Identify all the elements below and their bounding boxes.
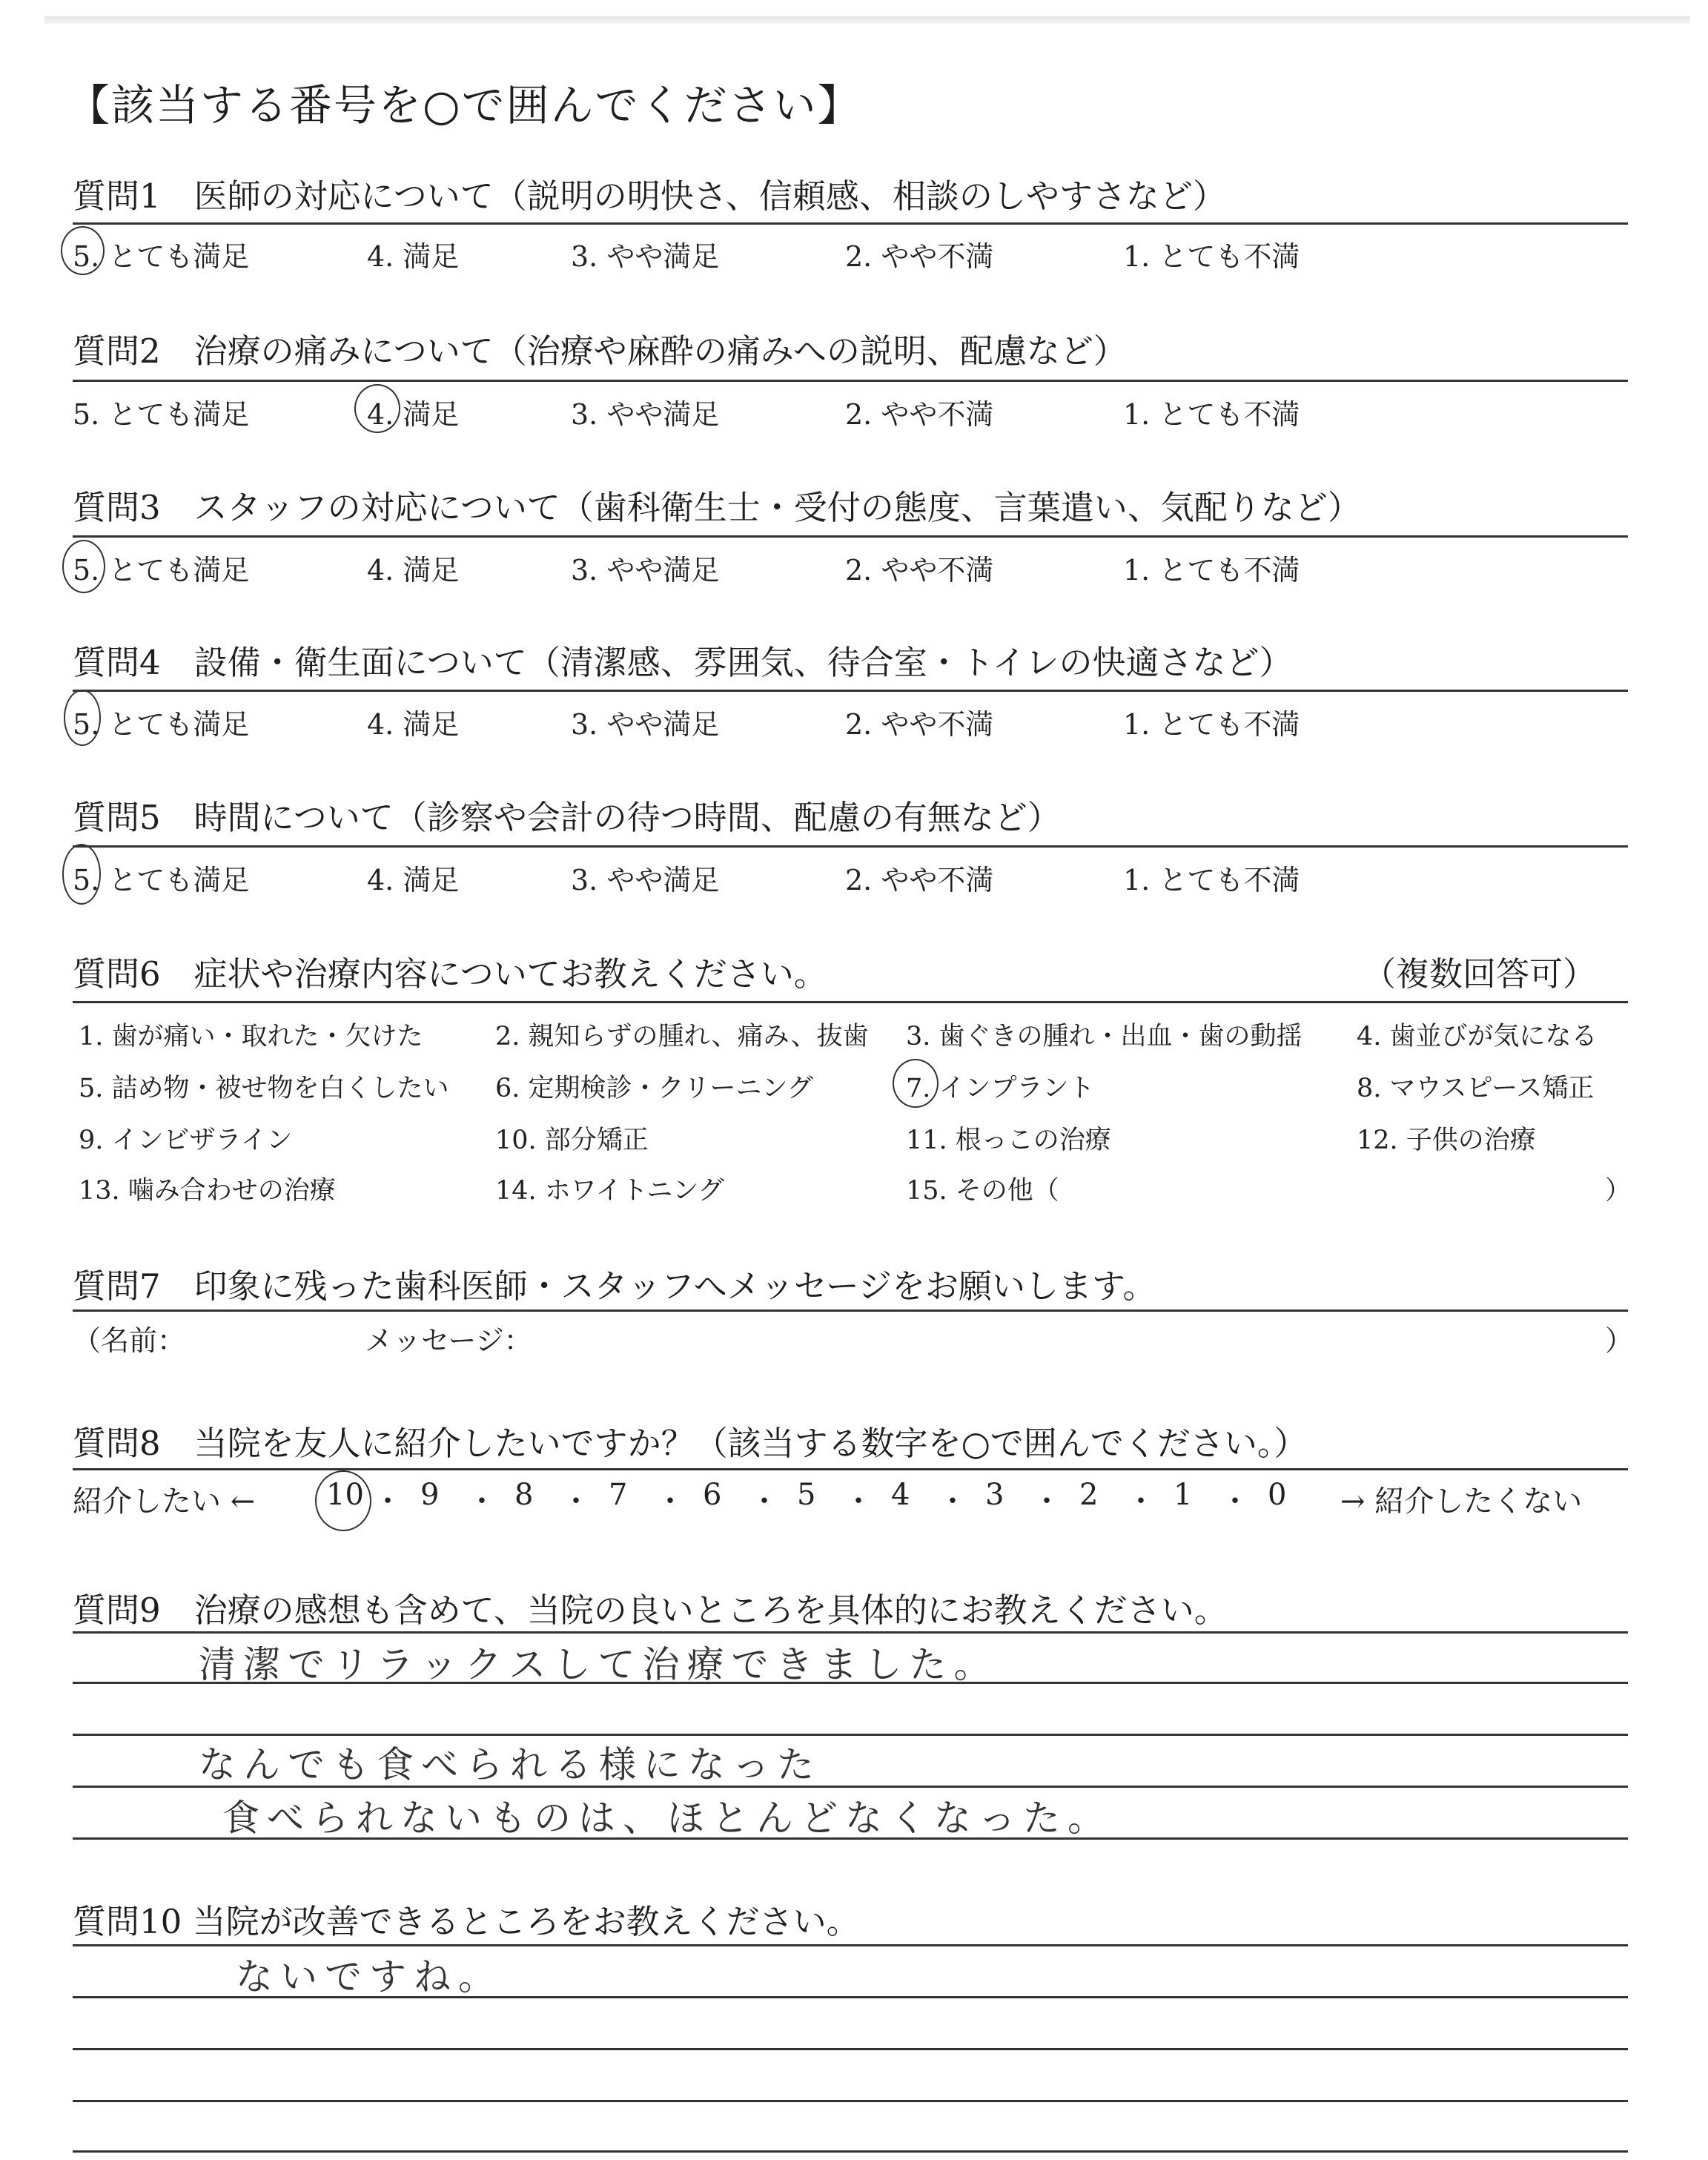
q4-option-2[interactable]: 2. やや不満 xyxy=(845,708,994,741)
q10-line-3 xyxy=(73,2048,1628,2050)
q3-selection-circle xyxy=(62,540,105,593)
question-10-title: 質問10 当院が改善できるところをお教えください。 xyxy=(73,1902,860,1941)
q9-line-1 xyxy=(73,1631,1628,1634)
question-4-rule xyxy=(73,690,1628,692)
q4-selection-circle xyxy=(64,690,101,746)
q8-scale-9[interactable]: 9 xyxy=(420,1478,440,1512)
q1-option-1[interactable]: 1. とても不満 xyxy=(1123,240,1300,273)
q3-option-1[interactable]: 1. とても不満 xyxy=(1123,554,1300,587)
q2-selection-circle xyxy=(354,384,400,433)
q1-option-2[interactable]: 2. やや不満 xyxy=(845,240,994,273)
q8-scale-separator: ・ xyxy=(1032,1484,1062,1519)
q6-item-8[interactable]: 8. マウスピース矯正 xyxy=(1357,1074,1595,1103)
question-9-title: 質問9 治療の感想も含めて、当院の良いところを具体的にお教えください。 xyxy=(73,1591,1228,1630)
q4-option-4[interactable]: 4. 満足 xyxy=(367,708,460,741)
q1-option-4[interactable]: 4. 満足 xyxy=(367,240,460,273)
q5-option-3[interactable]: 3. やや満足 xyxy=(571,864,720,896)
q6-item-10[interactable]: 10. 部分矯正 xyxy=(495,1126,649,1155)
q6-item-2[interactable]: 2. 親知らずの腫れ、痛み、抜歯 xyxy=(495,1022,869,1051)
question-1-title: 質問1 医師の対応について（説明の明快さ、信頼感、相談のしやすさなど） xyxy=(73,176,1226,216)
q8-scale-3[interactable]: 3 xyxy=(985,1478,1004,1512)
q8-scale-10[interactable]: 10 xyxy=(326,1478,364,1512)
q8-scale-4[interactable]: 4 xyxy=(891,1478,910,1512)
q3-option-4[interactable]: 4. 満足 xyxy=(367,554,460,587)
q5-option-5[interactable]: 5. とても満足 xyxy=(73,864,250,896)
q1-selection-circle xyxy=(61,226,105,275)
q6-item-13[interactable]: 13. 噛み合わせの治療 xyxy=(79,1176,336,1206)
q6-item-11[interactable]: 11. 根っこの治療 xyxy=(906,1126,1111,1155)
q5-selection-circle xyxy=(62,844,101,905)
q2-option-5[interactable]: 5. とても満足 xyxy=(73,398,250,431)
question-3-rule xyxy=(73,535,1628,538)
q2-option-2[interactable]: 2. やや不満 xyxy=(845,398,994,431)
q8-selection-circle xyxy=(315,1470,371,1531)
q10-line-5 xyxy=(73,2150,1628,2153)
q6-item-14[interactable]: 14. ホワイトニング xyxy=(495,1176,724,1206)
question-3-title: 質問3 スタッフの対応について（歯科衛生士・受付の態度、言葉遣い、気配りなど） xyxy=(73,488,1361,527)
q6-item-9[interactable]: 9. インビザライン xyxy=(79,1126,293,1155)
q5-option-2[interactable]: 2. やや不満 xyxy=(845,864,994,896)
q8-scale-separator: ・ xyxy=(655,1484,685,1519)
q8-scale-separator: ・ xyxy=(1126,1484,1156,1519)
q6-item-3[interactable]: 3. 歯ぐきの腫れ・出血・歯の動揺 xyxy=(906,1022,1302,1051)
q8-scale-separator: ・ xyxy=(1220,1484,1250,1519)
q8-scale-separator: ・ xyxy=(373,1484,403,1519)
question-1-rule xyxy=(73,222,1628,225)
q6-item-4[interactable]: 4. 歯並びが気になる xyxy=(1357,1022,1598,1051)
q4-option-5[interactable]: 5. とても満足 xyxy=(73,708,250,741)
q5-option-4[interactable]: 4. 満足 xyxy=(367,864,460,896)
q6-item-5[interactable]: 5. 詰め物・被せ物を白くしたい xyxy=(79,1074,449,1103)
q8-scale-8[interactable]: 8 xyxy=(514,1478,534,1512)
q10-line-1 xyxy=(73,1944,1628,1946)
question-7-rule xyxy=(73,1309,1628,1312)
question-5-rule xyxy=(73,845,1628,848)
q4-option-3[interactable]: 3. やや満足 xyxy=(571,708,720,741)
question-8-title: 質問8 当院を友人に紹介したいですか？（該当する数字を○で囲んでください。） xyxy=(73,1424,1308,1463)
q6-item-12[interactable]: 12. 子供の治療 xyxy=(1357,1126,1536,1155)
q6-selection-circle xyxy=(893,1059,939,1108)
q8-scale-0[interactable]: 0 xyxy=(1268,1478,1287,1512)
question-2-title: 質問2 治療の痛みについて（治療や麻酔の痛みへの説明、配慮など） xyxy=(73,331,1127,371)
q3-option-5[interactable]: 5. とても満足 xyxy=(73,554,250,587)
q7-name-label: （名前： xyxy=(73,1324,186,1357)
q8-scale-1[interactable]: 1 xyxy=(1174,1478,1193,1512)
q2-option-4[interactable]: 4. 満足 xyxy=(367,398,460,431)
q3-option-3[interactable]: 3. やや満足 xyxy=(571,554,720,587)
q8-scale-separator: ・ xyxy=(467,1484,497,1519)
q10-line-4 xyxy=(73,2100,1628,2102)
question-7-title: 質問7 印象に残った歯科医師・スタッフへメッセージをお願いします。 xyxy=(73,1266,1156,1306)
question-5-title: 質問5 時間について（診察や会計の待つ時間、配慮の有無など） xyxy=(73,798,1061,837)
question-4-title: 質問4 設備・衛生面について（清潔感、雰囲気、待合室・トイレの快適さなど） xyxy=(73,643,1293,682)
q7-message-label: メッセージ： xyxy=(365,1324,532,1357)
q1-option-5[interactable]: 5. とても満足 xyxy=(73,240,250,273)
q6-item-6[interactable]: 6. 定期検診・クリーニング xyxy=(495,1074,813,1103)
q8-scale-separator: ・ xyxy=(938,1484,967,1519)
question-6-rule xyxy=(73,1001,1628,1003)
q4-option-1[interactable]: 1. とても不満 xyxy=(1123,708,1300,741)
q8-scale-5[interactable]: 5 xyxy=(797,1478,816,1512)
q1-option-3[interactable]: 3. やや満足 xyxy=(571,240,720,273)
q7-close-paren: ） xyxy=(1605,1324,1634,1357)
q8-left-label: 紹介したい ← xyxy=(73,1484,256,1519)
q6-item-1[interactable]: 1. 歯が痛い・取れた・欠けた xyxy=(79,1022,423,1051)
q8-scale-separator: ・ xyxy=(749,1484,779,1519)
question-6-note: （複数回答可） xyxy=(1363,954,1597,994)
q2-option-1[interactable]: 1. とても不満 xyxy=(1123,398,1300,431)
q8-scale-6[interactable]: 6 xyxy=(703,1478,722,1512)
q8-right-label: → 紹介したくない xyxy=(1340,1484,1583,1519)
question-2-rule xyxy=(73,380,1628,382)
q6-item-15[interactable]: 15. その他（ xyxy=(906,1176,1059,1206)
q6-other-close-paren: ） xyxy=(1605,1176,1632,1206)
scan-top-edge xyxy=(44,16,1690,24)
q10-handwritten-answer-1: ないですね。 xyxy=(236,1955,503,1998)
page-heading: 【該当する番号を○で囲んでください】 xyxy=(67,80,862,131)
q3-option-2[interactable]: 2. やや不満 xyxy=(845,554,994,587)
question-8-rule xyxy=(73,1468,1628,1470)
q8-scale-2[interactable]: 2 xyxy=(1079,1478,1099,1512)
question-6-title: 質問6 症状や治療内容についてお教えください。 xyxy=(73,954,827,994)
q8-scale-separator: ・ xyxy=(561,1484,591,1519)
q5-option-1[interactable]: 1. とても不満 xyxy=(1123,864,1300,896)
q8-scale-7[interactable]: 7 xyxy=(609,1478,628,1512)
q6-item-7[interactable]: 7. インプラント xyxy=(906,1074,1095,1103)
q8-scale-separator: ・ xyxy=(844,1484,873,1519)
q9-handwritten-answer-3: 食べられないものは、ほとんどなくなった。 xyxy=(222,1797,1112,1840)
q9-handwritten-answer-1: 清潔でリラックスして治療できました。 xyxy=(199,1643,999,1686)
q9-handwritten-answer-2: なんでも食べられる様になった xyxy=(199,1743,821,1786)
q2-option-3[interactable]: 3. やや満足 xyxy=(571,398,720,431)
